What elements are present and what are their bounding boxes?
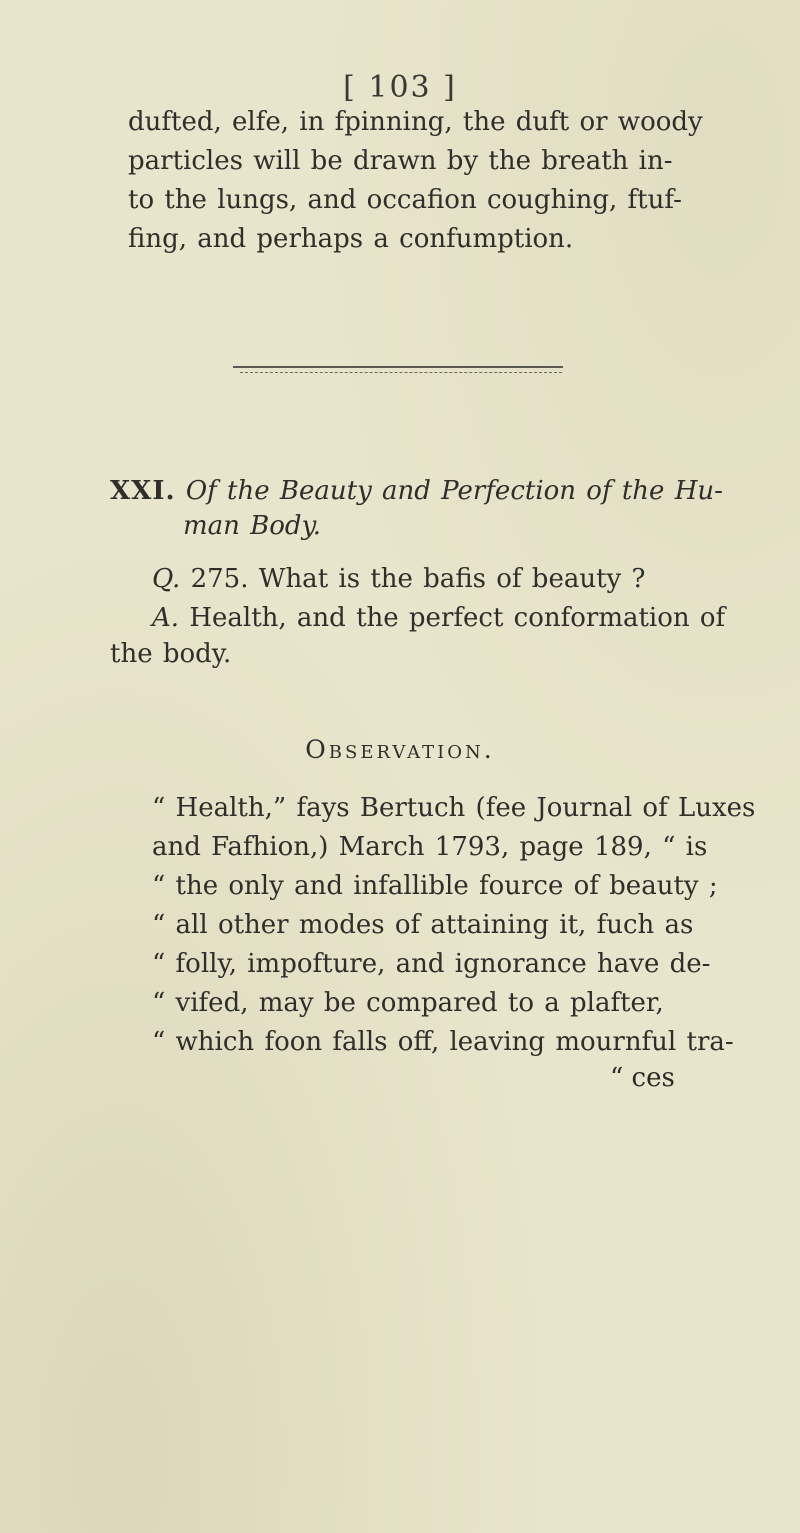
continuation-line-3: to the lungs, and occafion coughing, ftuf- <box>128 185 682 215</box>
section-divider-rule <box>240 372 562 373</box>
observation-line-3: “ the only and infallible fource of beauty ; <box>152 871 718 901</box>
question-marker: Q. <box>152 564 181 594</box>
answer-line-1 <box>152 602 725 634</box>
answer-line-2: the body. <box>110 639 232 669</box>
continuation-line-2: particles will be drawn by the breath in- <box>128 146 673 176</box>
section-title-text: Of the Beauty and Perfection of the Hu- <box>185 476 723 506</box>
section-number: XXI. <box>110 476 176 506</box>
answer-text-1: Health, and the perfect conformation of <box>189 603 726 633</box>
observation-line-5: “ folly, impofture, and ignorance have de- <box>152 949 711 979</box>
section-title-line-2: man Body. <box>183 511 322 541</box>
section-divider <box>233 366 563 368</box>
observation-line-4: “ all other modes of attaining it, fuch as <box>152 910 694 940</box>
observation-line-1: “ Health,” fays Bertuch (fee Journal of Luxes <box>152 793 756 823</box>
observation-line-7: “ which foon falls off, leaving mournful tra- <box>152 1027 734 1057</box>
section-title-line-1 <box>110 475 723 507</box>
question-text: 275. What is the bafis of beauty ? <box>190 564 646 594</box>
continuation-line-1: dufted, elfe, in fpinning, the duft or woody <box>128 107 703 137</box>
page-number-header: [ 103 ] <box>343 70 457 105</box>
continuation-line-4: fing, and perhaps a confumption. <box>128 224 574 254</box>
observation-line-6: “ vifed, may be compared to a plafter, <box>152 988 664 1018</box>
catchword: “ ces <box>610 1063 675 1093</box>
observation-heading: Observation. <box>305 735 495 764</box>
answer-marker: A. <box>152 603 180 633</box>
question-line <box>152 563 645 595</box>
observation-line-2: and Fafhion,) March 1793, page 189, “ is <box>152 832 708 862</box>
